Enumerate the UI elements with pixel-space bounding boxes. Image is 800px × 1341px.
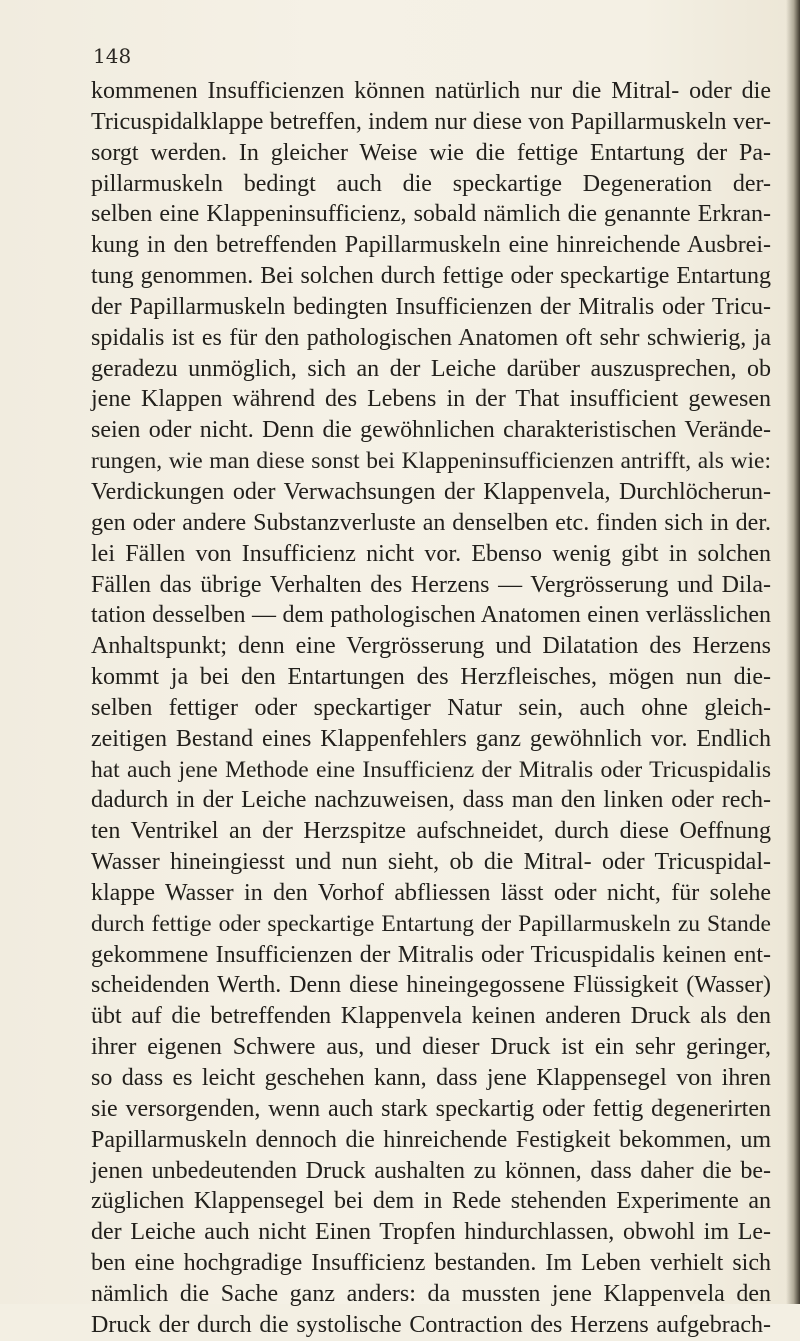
text-line: so dass es leicht geschehen kann, dass jene Klappensegel von ihren xyxy=(91,1065,771,1091)
text-line: geradezu unmöglich, sich an der Leiche darüber auszusprechen, ob xyxy=(91,355,771,382)
text-line: kung in den betreffenden Papillarmuskeln eine hinreichende Ausbrei- xyxy=(91,232,771,259)
text-line: Druck der durch die systolische Contraction des Herzens aufgebrach- xyxy=(91,1311,771,1338)
text-line: rungen, wie man diese sonst bei Klappeninsufficienzen antrifft, als wie: xyxy=(91,448,771,475)
text-line: tung genommen. Bei solchen durch fettige oder speckartige Entartung xyxy=(91,263,771,290)
text-line: sorgt werden. In gleicher Weise wie die fettige Entartung der Pa- xyxy=(91,139,771,166)
text-line: hat auch jene Methode eine Insufficienz der Mitralis oder Tricuspidalis xyxy=(91,756,771,783)
text-line: zeitigen Bestand eines Klappenfehlers ganz gewöhnlich vor. Endlich xyxy=(91,725,771,752)
text-line: durch fettige oder speckartige Entartung der Papillarmuskeln zu Stande xyxy=(91,910,771,937)
page-spine-shadow xyxy=(786,0,800,1304)
text-line: Fällen das übrige Verhalten des Herzens — Vergrösserung und Dila- xyxy=(91,571,771,598)
text-line: jenen unbedeutenden Druck aushalten zu können, dass daher die be- xyxy=(91,1157,771,1184)
text-line: scheidenden Werth. Denn diese hineingegossene Flüssigkeit (Wasser) xyxy=(91,972,771,999)
page-number: 148 xyxy=(93,44,132,68)
text-line: der Leiche auch nicht Einen Tropfen hindurchlassen, obwohl im Le- xyxy=(91,1219,771,1246)
text-line: klappe Wasser in den Vorhof abfliessen lässt oder nicht, für solehe xyxy=(91,879,771,906)
text-line: pillarmuskeln bedingt auch die speckartige Degeneration der- xyxy=(91,170,771,197)
text-line: selben fettiger oder speckartiger Natur sein, auch ohne gleich- xyxy=(91,694,771,721)
text-line: lei Fällen von Insufficienz nicht vor. Ebenso wenig gibt in solchen xyxy=(91,540,771,567)
text-line: Papillarmuskeln dennoch die hinreichende Festigkeit bekommen, um xyxy=(91,1126,771,1153)
body-text xyxy=(91,76,771,1341)
text-line: jene Klappen während des Lebens in der That insufficient gewesen xyxy=(91,386,771,413)
text-line: tation desselben — dem pathologischen Anatomen einen verlässlichen xyxy=(91,602,771,629)
text-line: kommenen Insufficienzen können natürlich nur die Mitral- oder die xyxy=(91,78,771,104)
text-line: ihrer eigenen Schwere aus, und dieser Druck ist ein sehr geringer, xyxy=(91,1034,771,1061)
text-line: Verdickungen oder Verwachsungen der Klappenvela, Durchlöcherun- xyxy=(91,478,771,505)
text-line: Wasser hineingiesst und nun sieht, ob die Mitral- oder Tricuspidal- xyxy=(91,849,771,876)
text-line: nämlich die Sache ganz anders: da mussten jene Klappenvela den xyxy=(91,1280,771,1307)
text-line: Tricuspidalklappe betreffen, indem nur diese von Papillarmuskeln ver- xyxy=(91,108,771,135)
text-line: seien oder nicht. Denn die gewöhnlichen charakteristischen Verände- xyxy=(91,417,771,444)
text-line: übt auf die betreffenden Klappenvela keinen anderen Druck als den xyxy=(91,1003,771,1030)
text-line: selben eine Klappeninsufficienz, sobald nämlich die genannte Erkran- xyxy=(91,201,771,228)
text-line: gen oder andere Substanzverluste an denselben etc. finden sich in der. xyxy=(91,509,771,536)
text-line: Anhaltspunkt; denn eine Vergrösserung und Dilatation des Herzens xyxy=(91,633,771,660)
text-line: dadurch in der Leiche nachzuweisen, dass man den linken oder rech- xyxy=(91,787,771,814)
text-line: züglichen Klappensegel bei dem in Rede stehenden Experimente an xyxy=(91,1188,771,1215)
text-line: ben eine hochgradige Insufficienz bestanden. Im Leben verhielt sich xyxy=(91,1250,771,1277)
text-line: kommt ja bei den Entartungen des Herzfleisches, mögen nun die- xyxy=(91,664,771,691)
text-line: spidalis ist es für den pathologischen Anatomen oft sehr schwierig, ja xyxy=(91,324,771,351)
text-line: der Papillarmuskeln bedingten Insufficienzen der Mitralis oder Tricu- xyxy=(91,293,771,320)
text-line: sie versorgenden, wenn auch stark speckartig oder fettig degenerirten xyxy=(91,1095,771,1122)
text-line: gekommene Insufficienzen der Mitralis oder Tricuspidalis keinen ent- xyxy=(91,941,771,968)
text-line: ten Ventrikel an der Herzspitze aufschneidet, durch diese Oeffnung xyxy=(91,818,771,845)
